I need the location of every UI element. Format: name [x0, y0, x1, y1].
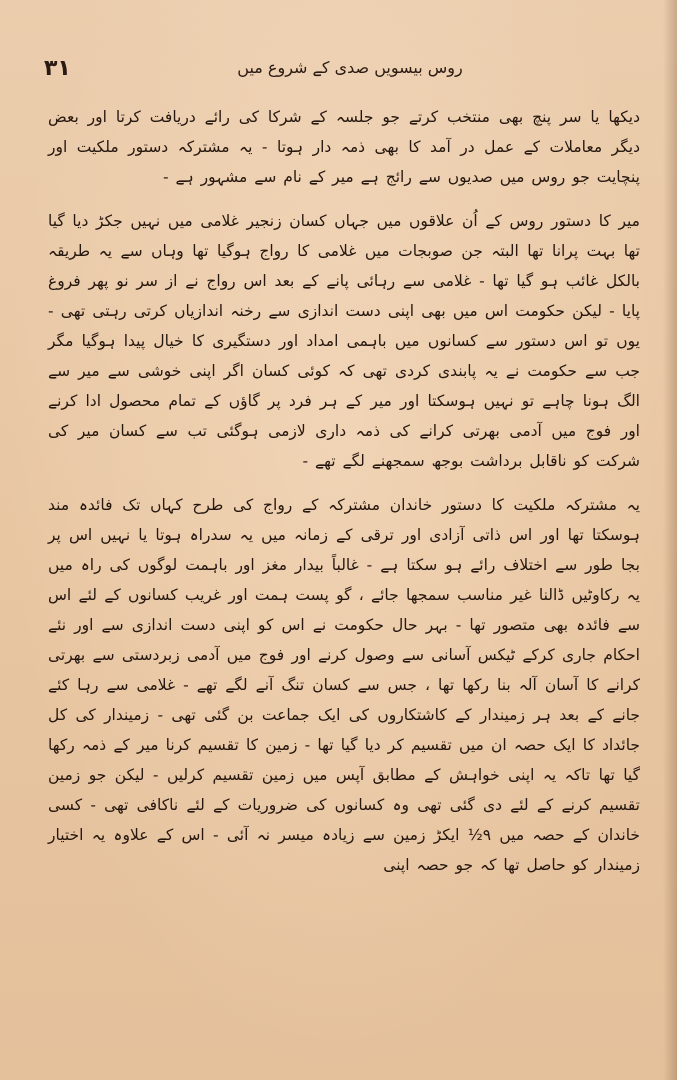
page-number: ۳۱: [44, 56, 71, 81]
running-head: روس بیسویں صدی کے شروع میں: [237, 58, 463, 77]
paragraph-3: یہ مشترکہ ملکیت کا دستور خاندان مشترکہ کے رواج کی طرح کہاں تک فائدہ مند ہوسکتا تھا اور اس ذاتی آزادی اور ترقی کے زمانہ میں یہ سدراہ ہوتا یا نہیں اس پر بجا طور سے اختلاف رائے ہو سکتا ہے - غالباً بیدار مغز اور باہمت لوگوں کی راہ میں یہ رکاوٹیں ڈالنا غیر مناسب سمجھا جائے ، گو پست ہمت اور غریب کسانوں کے لئے اس سے فائدہ بھی متصور تھا - بہر حال حکومت نے اس کو اپنی دست اندازی سے اور نئے احکام جاری کرکے ٹیکس آسانی سے وصول کرنے اور فوج میں آدمی زبردستی سے بھرتی کرانے کا آسان آلہ بنا رکھا تھا ، جس سے کسان تنگ آنے لگے تھے - غلامی سے رہا کئے جانے کے بعد ہر زمیندار کے کاشتکاروں کی ایک جماعت بن گئی تھی - زمیندار کی کل جائداد کا ایک حصہ ان میں تقسیم کر دیا گیا تھا - زمین کا تقسیم کرنا میر کے ذمہ رکھا گیا تھا تاکہ یہ اپنی خواہش کے مطابق آپس میں زمین تقسیم کرلیں - لیکن جو زمین تقسیم کرنے کے لئے دی گئی تھی وہ کسانوں کی ضروریات کے لئے ناکافی تھی - کسی خاندان کے حصہ میں ۹½ ایکڑ زمین سے زیادہ میسر نہ آئی - اس کے علاوہ یہ اختیار زمیندار کو حاصل تھا کہ جو حصہ اپنی: [48, 496, 640, 874]
body-text: [48, 102, 640, 892]
page-header: [40, 56, 640, 90]
paragraph-1: دیکھا یا سر پنچ بھی منتخب کرتے جو جلسہ کے شرکا کی رائے دریافت کرتا اور بعض دیگر معاملات کے عمل در آمد کا بھی ذمہ دار ہوتا - یہ مشترکہ دستور ملکیت اور پنچایت جو روس میں صدیوں سے رائج ہے میر کے نام سے مشہور ہے -: [48, 108, 640, 186]
paragraph-2: میر کا دستور روس کے اُن علاقوں میں جہاں کسان زنجیر غلامی میں نہیں جکڑ دیا گیا تھا بہت پرانا تھا البتہ جن صوبجات میں غلامی کا رواج ہوگیا تھا وہاں سے یہ طریقہ بالکل غائب ہو گیا تھا - غلامی سے رہائی پانے کے بعد اس رواج نے از سر نو پھر فروغ پایا - لیکن حکومت اس میں بھی اپنی دست اندازی سے رخنہ اندازیاں کرتی رہتی تھی - یوں تو اس دستور سے کسانوں میں باہمی امداد اور دستگیری کا خیال پیدا ہوگیا مگر جب سے حکومت نے یہ پابندی کردی تھی کہ کوئی کسان اگر اپنی خوشی سے میر سے الگ ہونا چاہے تو نہیں ہوسکتا اور میر کے ہر فرد پر گاؤں کے تمام محصول ادا کرنے اور فوج میں آدمی بھرتی کرانے کی ذمہ داری لازمی ہوگئی تب سے کسان میر کی شرکت کو ناقابل برداشت بوجھ سمجھنے لگے تھے -: [48, 212, 640, 470]
